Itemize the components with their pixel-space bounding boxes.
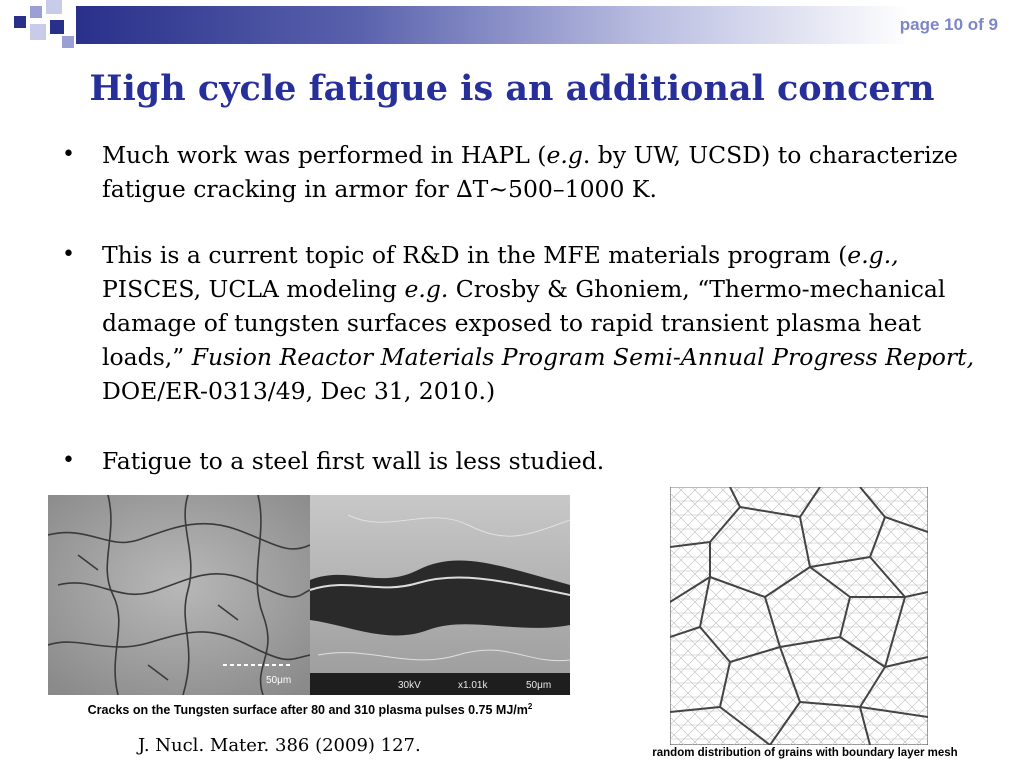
bullet-text <box>102 238 982 408</box>
bullet-text <box>102 138 982 206</box>
page-number: page 10 of 9 <box>899 15 998 34</box>
figure2-caption: random distribution of grains with boundary layer mesh <box>652 747 958 759</box>
bullet-text-run: PISCES, UCLA modeling <box>102 275 405 303</box>
bullet-text-run: This is a current topic of R&D in the MFE materials program ( <box>102 241 848 269</box>
figure1-caption-superscript: 2 <box>527 702 533 711</box>
right-mag-label: x1.01k <box>458 680 488 691</box>
slide-title: High cycle fatigue is an additional concern <box>89 68 935 109</box>
bullet-text-run: Crosby & Ghoniem, “Thermo-mechanical damage of tungsten surfaces exposed to rapid transient plasma heat loads,” <box>102 275 946 371</box>
bullet-text-run: e.g <box>546 141 583 169</box>
header-square-4 <box>30 24 46 40</box>
right-kv-label: 30kV <box>398 680 421 691</box>
figure1-citation: J. Nucl. Mater. 386 (2009) 127. <box>138 735 421 756</box>
header-square-3 <box>46 0 62 14</box>
figure1-caption-text: Cracks on the Tungsten surface after 80 and 310 plasma pulses 0.75 MJ/m <box>87 703 528 718</box>
bullet-text-run: Fatigue to a steel first wall is less studied. <box>102 447 605 475</box>
header-square-2 <box>30 6 42 18</box>
header-square-6 <box>62 36 74 48</box>
tungsten-crack-micrograph <box>48 495 570 695</box>
bullet-text-run: . by UW, UCSD) to characterize fatigue cracking in armor for ∆T~500–1000 K. <box>102 141 958 203</box>
bullet-dot-icon: • <box>62 142 75 167</box>
bullet-text-run: e.g. <box>404 275 449 303</box>
header-square-5 <box>50 20 64 34</box>
bullet-dot-icon: • <box>62 242 75 267</box>
bullet-text <box>102 444 982 478</box>
grain-mesh-diagram <box>670 487 928 745</box>
left-scalebar-label: 50μm <box>266 675 292 686</box>
bullet-text-run: Fusion Reactor Materials Program Semi-Annual Progress Report, <box>191 343 975 371</box>
figure1-caption <box>50 702 570 717</box>
header-gradient-bar <box>76 6 1024 44</box>
bullet-text-run: Much work was performed in HAPL ( <box>102 141 547 169</box>
bullet-text-run: DOE/ER-0313/49, Dec 31, 2010.) <box>102 377 496 405</box>
bullet-text-run: e.g., <box>847 241 899 269</box>
bullet-dot-icon: • <box>62 448 75 473</box>
header-square-1 <box>14 16 26 28</box>
right-scale-label: 50μm <box>526 680 552 691</box>
